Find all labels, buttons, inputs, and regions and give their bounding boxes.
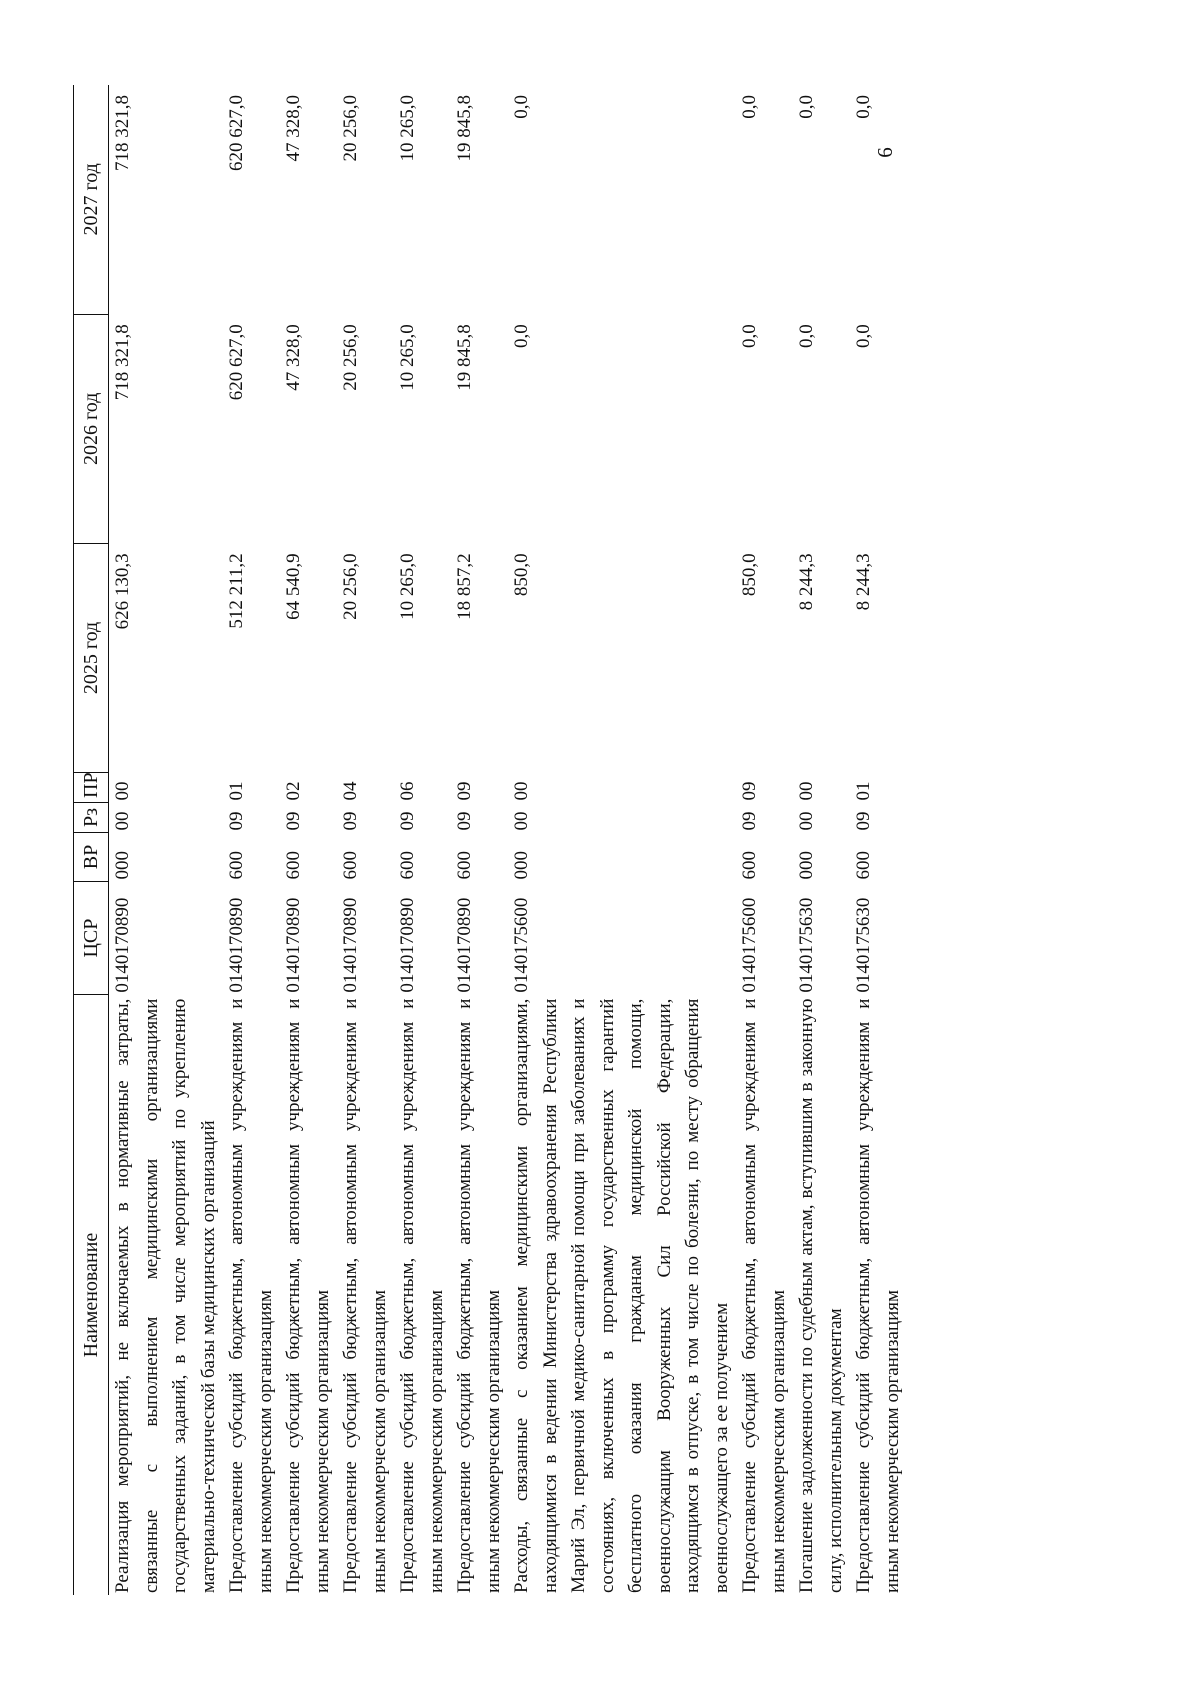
row-2026: 10 265,0	[397, 324, 418, 391]
row-2025: 512 211,2	[226, 553, 247, 629]
row-rz: 09	[283, 811, 304, 831]
row-vr: 600	[853, 851, 874, 880]
row-csr: 0140170890	[112, 897, 133, 993]
row-2026: 620 627,0	[226, 324, 247, 401]
row-name: Реализация мероприятий, не включаемых в нормативные затраты, связанные с выполнением медицинскими организациями государственных заданий, в том числе мероприятий по укреплению материально-технической базы медицинских организаций	[112, 998, 219, 1593]
row-2027: 0,0	[853, 95, 874, 119]
row-2026: 0,0	[853, 324, 874, 348]
row-2027: 47 328,0	[283, 95, 304, 162]
row-name: Предоставление субсидий бюджетным, автономным учреждениям и иным некоммерческим организациям	[454, 998, 504, 1593]
row-vr: 600	[226, 851, 247, 880]
table-row	[280, 85, 337, 1595]
row-vr: 600	[340, 851, 361, 880]
row-2026: 47 328,0	[283, 324, 304, 391]
row-vr: 600	[454, 851, 475, 880]
row-pr: 04	[340, 781, 361, 801]
header-vr: ВР	[74, 833, 109, 882]
row-vr: 000	[511, 851, 532, 880]
row-name: Погашение задолженности по судебным актам, вступившим в законную силу, исполнительным документам	[796, 998, 846, 1593]
row-vr: 000	[112, 851, 133, 880]
table-row	[850, 85, 907, 1595]
row-csr: 0140175600	[511, 897, 532, 993]
row-pr: 00	[112, 781, 133, 801]
row-2025: 8 244,3	[853, 553, 874, 611]
header-pr: ПР	[74, 772, 109, 802]
row-rz: 00	[796, 811, 817, 831]
row-2026: 0,0	[511, 324, 532, 348]
row-csr: 0140170890	[226, 897, 247, 993]
row-2025: 850,0	[739, 553, 760, 597]
row-rz: 09	[853, 811, 874, 831]
table-row	[223, 85, 280, 1595]
table-row	[109, 85, 224, 1595]
row-csr: 0140175630	[853, 897, 874, 993]
row-2026: 20 256,0	[340, 324, 361, 391]
row-2027: 0,0	[511, 95, 532, 119]
row-name: Предоставление субсидий бюджетным, автономным учреждениям и иным некоммерческим организациям	[853, 998, 903, 1593]
row-2027: 0,0	[739, 95, 760, 119]
header-2026: 2026 год	[74, 314, 109, 543]
row-vr: 600	[397, 851, 418, 880]
table-row	[451, 85, 508, 1595]
row-vr: 600	[283, 851, 304, 880]
row-rz: 09	[340, 811, 361, 831]
table-row	[337, 85, 394, 1595]
row-csr: 0140175630	[796, 897, 817, 993]
row-2025: 626 130,3	[112, 553, 133, 630]
row-rz: 09	[739, 811, 760, 831]
row-name: Предоставление субсидий бюджетным, автономным учреждениям и иным некоммерческим организациям	[739, 998, 789, 1593]
table-body	[109, 85, 908, 1595]
row-2025: 18 857,2	[454, 553, 475, 620]
table-row	[394, 85, 451, 1595]
header-2025: 2025 год	[74, 543, 109, 772]
row-2026: 0,0	[739, 324, 760, 348]
row-2025: 10 265,0	[397, 553, 418, 620]
row-pr: 09	[739, 781, 760, 801]
row-pr: 09	[454, 781, 475, 801]
row-pr: 00	[511, 781, 532, 801]
row-csr: 0140170890	[397, 897, 418, 993]
row-2027: 10 265,0	[397, 95, 418, 162]
rotated-table-container	[73, 85, 1083, 1595]
row-csr: 0140170890	[283, 897, 304, 993]
row-rz: 09	[397, 811, 418, 831]
row-2027: 718 321,8	[112, 95, 133, 171]
row-2026: 0,0	[796, 324, 817, 348]
row-2027: 620 627,0	[226, 95, 247, 171]
row-2027: 0,0	[796, 95, 817, 119]
budget-table	[73, 85, 907, 1595]
row-2027: 20 256,0	[340, 95, 361, 162]
page-number: 6	[872, 147, 897, 158]
row-csr: 0140170890	[340, 897, 361, 993]
table-row	[793, 85, 850, 1595]
header-2027: 2027 год	[74, 85, 109, 314]
row-2025: 850,0	[511, 553, 532, 597]
row-pr: 02	[283, 781, 304, 801]
row-pr: 01	[853, 781, 874, 801]
row-name: Предоставление субсидий бюджетным, автономным учреждениям и иным некоммерческим организациям	[226, 998, 276, 1593]
table-row	[736, 85, 793, 1595]
header-csr: ЦСР	[74, 882, 109, 995]
row-2025: 20 256,0	[340, 553, 361, 620]
row-2025: 64 540,9	[283, 553, 304, 620]
row-name: Предоставление субсидий бюджетным, автономным учреждениям и иным некоммерческим организациям	[283, 998, 333, 1593]
table-row	[508, 85, 736, 1595]
row-rz: 00	[112, 811, 133, 831]
row-rz: 09	[454, 811, 475, 831]
row-rz: 00	[511, 811, 532, 831]
row-csr: 0140170890	[454, 897, 475, 993]
header-rz: Рз	[74, 803, 109, 833]
row-pr: 06	[397, 781, 418, 801]
row-name: Расходы, связанные с оказанием медицинскими организациями, находящимися в ведении Министерства здравоохранения Республики Марий Эл, первичной медико-санитарной помощи при заболеваниях и состояниях, включенных в программу государственных гарантий бесплатного оказания гражданам медицинской помощи, военнослужащим Вооруженных Сил Российской Федерации, находящимся в отпуске, в том числе по болезни, по месту обращения военнослужащего за ее получением	[511, 998, 732, 1593]
row-pr: 00	[796, 781, 817, 801]
header-name: Наименование	[74, 995, 109, 1595]
row-2026: 19 845,8	[454, 324, 475, 391]
row-2027: 19 845,8	[454, 95, 475, 162]
row-vr: 600	[739, 851, 760, 880]
row-name: Предоставление субсидий бюджетным, автономным учреждениям и иным некоммерческим организациям	[340, 998, 390, 1593]
row-rz: 09	[226, 811, 247, 831]
row-vr: 000	[796, 851, 817, 880]
row-2026: 718 321,8	[112, 324, 133, 401]
row-csr: 0140175600	[739, 897, 760, 993]
row-pr: 01	[226, 781, 247, 801]
row-2025: 8 244,3	[796, 553, 817, 611]
table-header-row	[74, 85, 109, 1595]
row-name: Предоставление субсидий бюджетным, автономным учреждениям и иным некоммерческим организациям	[397, 998, 447, 1593]
